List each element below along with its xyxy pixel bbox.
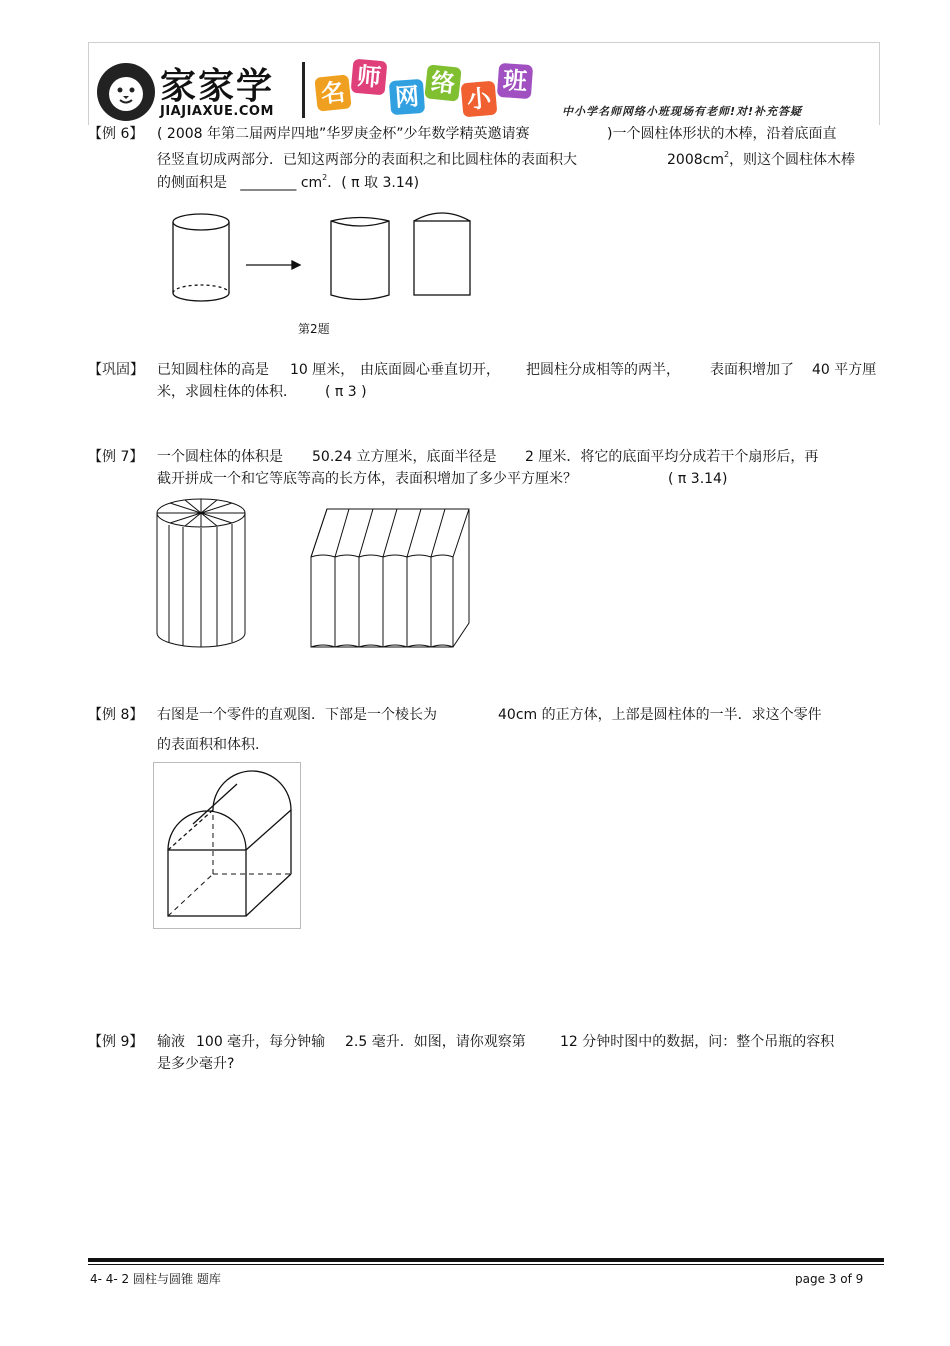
consolidate-text-p4: 表面积增加了 — [710, 362, 794, 378]
brand-tile: 络 — [424, 64, 461, 101]
brand-tile: 师 — [351, 59, 388, 96]
ex8-text-n1: 40cm 的正方体，上部是圆柱体的一半．求这个零件 — [498, 707, 822, 723]
ex7-text-n1: 50.24 立方厘米，底面半径是 — [312, 449, 497, 465]
ex6-figure — [160, 205, 490, 315]
brand-tile: 网 — [389, 79, 425, 115]
ex8-figure — [153, 762, 303, 932]
ex9-text-p1: 输液 — [157, 1034, 185, 1050]
footer-page-number: page 3 of 9 — [795, 1272, 864, 1286]
ex7-pi: ( π 3.14) — [668, 471, 728, 487]
ex9-label: 【例 9】 — [88, 1034, 144, 1050]
consolidate-text-n1: 10 厘米， — [290, 362, 355, 378]
ex9-text-n3: 12 分钟时图中的数据，问：整个吊瓶的容积 — [560, 1034, 835, 1050]
ex8-text-line2: 的表面积和体积. — [157, 737, 260, 753]
ex9-text-line2: 是多少毫升? — [157, 1056, 235, 1072]
ex9-text-n1: 100 毫升，每分钟输 — [196, 1034, 326, 1050]
logo-divider — [302, 62, 305, 118]
footer-doc-title: 4- 4- 2 圆柱与圆锥 题库 — [90, 1272, 221, 1286]
consolidate-text-n2: 40 平方厘 — [812, 362, 877, 378]
ex6-text-line1b: )一个圆柱体形状的木棒，沿着底面直 — [607, 126, 837, 142]
brand-tile: 小 — [461, 81, 498, 118]
ex6-text-line2: 径竖直切成两部分．已知这两部分的表面积之和比圆柱体的表面积大 — [157, 152, 577, 168]
ex6-figure-caption: 第2题 — [298, 322, 330, 336]
consolidate-text-p2: 由底面圆心垂直切开， — [360, 362, 500, 378]
slogan: 中小学名师网络小班现场有老师!对!补充答疑 — [562, 105, 803, 118]
ex6-text-line1: ( 2008 年第二届两岸四地”华罗庚金杯”少年数学精英邀请赛 — [157, 126, 530, 142]
consolidate-pi: ( π 3 ) — [325, 384, 367, 400]
ex7-text-line2: 截开拼成一个和它等底等高的长方体，表面积增加了多少平方厘米？ — [157, 471, 577, 487]
ex6-label: 【例 6】 — [88, 126, 144, 142]
ex7-figure — [155, 495, 475, 655]
consolidate-label: 【巩固】 — [88, 362, 144, 378]
consolidate-text-line2: 米，求圆柱体的体积． — [157, 384, 297, 400]
ex6-value-2008: $2008cm^2$，则这个圆柱体木棒 — [667, 150, 856, 168]
logo-subtext: JIAJIAXUE.COM — [160, 104, 274, 119]
lion-logo-icon — [96, 60, 160, 124]
consolidate-text-p1: 已知圆柱体的高是 — [157, 362, 269, 378]
brand-tile: 班 — [497, 63, 533, 99]
consolidate-text-p3: 把圆柱分成相等的两半， — [526, 362, 680, 378]
ex7-label: 【例 7】 — [88, 449, 144, 465]
ex8-label: 【例 8】 — [88, 707, 144, 723]
logo-text: 家家学 — [160, 66, 275, 107]
footer-rule-thin — [88, 1264, 884, 1265]
brand-tile: 名 — [314, 74, 351, 111]
footer-rule-thick — [88, 1258, 884, 1262]
ex7-text-p1: 一个圆柱体的体积是 — [157, 449, 283, 465]
ex7-text-n2: 2 厘米．将它的底面平均分成若干个扇形后，再 — [525, 449, 819, 465]
ex8-text-p1: 右图是一个零件的直观图．下部是一个棱长为 — [157, 707, 437, 723]
ex9-text-n2: 2.5 毫升．如图，请你观察第 — [345, 1034, 526, 1050]
ex6-text-line3: 的侧面积是 ________ $cm^2$．( π 取 3.14) — [157, 173, 420, 191]
